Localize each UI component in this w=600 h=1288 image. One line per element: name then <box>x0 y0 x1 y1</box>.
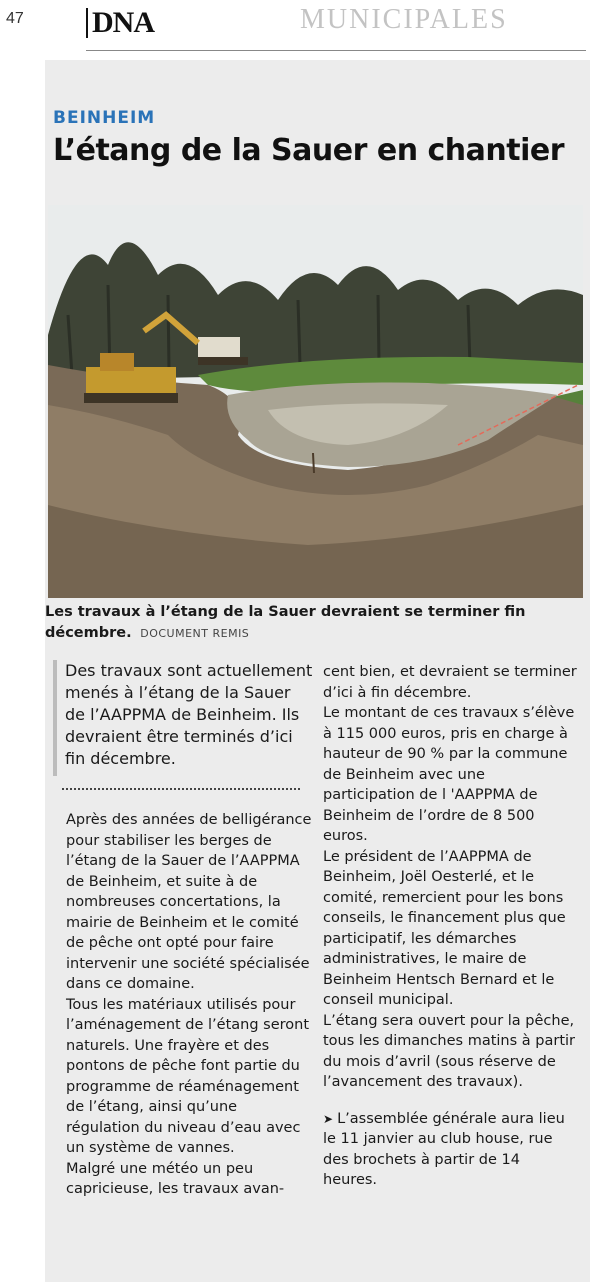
article-photo <box>48 205 583 598</box>
body-column-left <box>66 810 314 1200</box>
paragraph: L’étang sera ouvert pour la pêche, tous les dimanches matins à partir du mois d’avril (sous réserve de l’avancement des travaux). <box>323 1012 576 1090</box>
notice-text: L’assemblée générale aura lieu le 11 janvier au club house, rue des brochets à partir de 14 heures. <box>323 1110 565 1188</box>
paragraph: Le montant de ces travaux s’élève à 115 000 euros, pris en charge à hauteur de 90 % par la commune de Beinheim avec une participation de l 'AAPPMA de Beinheim de l’ordre de 8 500 euros. <box>323 705 575 844</box>
paragraph: Malgré une météo un peu capricieuse, les travaux avan- <box>66 1160 285 1197</box>
caption-text: Les travaux à l’étang de la Sauer devraient se terminer fin décembre. <box>45 604 526 641</box>
assembly-notice <box>323 1109 578 1191</box>
article-kicker: BEINHEIM <box>53 108 156 128</box>
paragraph: Le président de l’AAPPMA de Beinheim, Joël Oesterlé, et le comité, remercient pour les bons conseils, le financement plus que participatif, les démarches administratives, le maire de Beinheim Hentsch Bernard et le conseil municipal. <box>323 848 566 1008</box>
paragraph: Après des années de belligérance pour stabiliser les berges de l’étang de la Sauer de l’AAPPMA de Beinheim, et suite à de nombreuses concertations, la mairie de Beinheim et le comité de pêche ont opté pour faire intervenir une société spécialisée dans ce domaine. <box>66 812 312 992</box>
bleed-through-text: MUNICIPALES <box>300 4 508 35</box>
top-rule <box>86 50 586 51</box>
page-number: 47 <box>6 10 24 27</box>
caption-credit: DOCUMENT REMIS <box>140 627 250 640</box>
body-column-right <box>323 662 578 1191</box>
photo-caption <box>45 602 585 644</box>
masthead-divider <box>86 8 88 38</box>
lead-separator <box>62 788 300 790</box>
publication-logo: DNA <box>92 6 154 39</box>
article-headline: L’étang de la Sauer en chantier <box>53 133 565 168</box>
article-lead: Des travaux sont actuellement menés à l’étang de la Sauer de l’AAPPMA de Beinheim. Ils devraient être terminés d’ici fin décembre. <box>53 660 313 776</box>
arrow-icon: ➤ <box>323 1111 334 1126</box>
paragraph: Tous les matériaux utilisés pour l’aménagement de l’étang seront naturels. Une frayère et des pontons de pêche font partie du programme de réaménagement de l’étang, ainsi qu’une régulation du niveau d’eau avec un système de vannes. <box>66 996 310 1156</box>
paragraph: cent bien, et devraient se terminer d’ici à fin décembre. <box>323 664 577 701</box>
